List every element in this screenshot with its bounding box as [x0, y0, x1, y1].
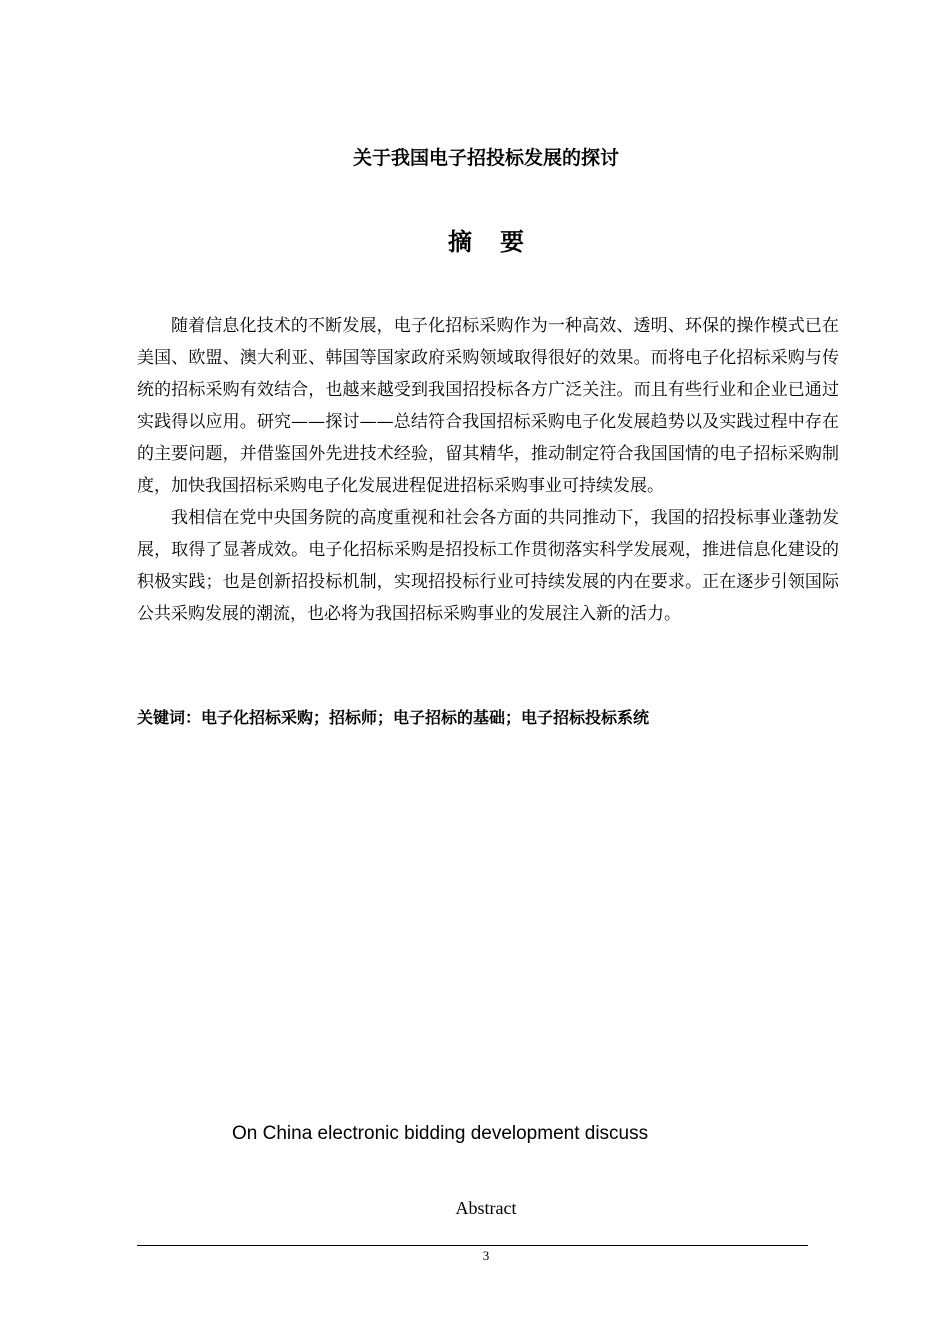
abstract-heading-en: Abstract	[455, 1198, 517, 1218]
footer-divider	[137, 1245, 808, 1246]
document-title-cn: 关于我国电子招投标发展的探讨	[352, 147, 619, 169]
page-number: 3	[482, 1248, 490, 1263]
abstract-body	[137, 310, 839, 630]
document-title-en: On China electronic bidding development discuss	[232, 1123, 649, 1144]
abstract-heading-cn: 摘要	[448, 228, 552, 256]
keywords-line: 关键词：电子化招标采购；招标师；电子招标的基础；电子招标投标系统	[137, 708, 650, 727]
abstract-paragraph-1: 随着信息化技术的不断发展，电子化招标采购作为一种高效、透明、环保的操作模式已在美国、欧盟、澳大利亚、韩国等国家政府采购领域取得很好的效果。而将电子化招标采购与传统的招标采购有效结合，也越来越受到我国招投标各方广泛关注。而且有些行业和企业已通过实践得以应用。研究——探讨——总结符合我国招标采购电子化发展趋势以及实践过程中存在的主要问题，并借鉴国外先进技术经验，留其精华，推动制定符合我国国情的电子招标采购制度，加快我国招标采购电子化发展进程促进招标采购事业可持续发展。	[137, 316, 839, 496]
abstract-paragraph-2: 我相信在党中央国务院的高度重视和社会各方面的共同推动下，我国的招投标事业蓬勃发展，取得了显著成效。电子化招标采购是招投标工作贯彻落实科学发展观，推进信息化建设的积极实践；也是创新招投标机制，实现招投标行业可持续发展的内在要求。正在逐步引领国际公共采购发展的潮流，也必将为我国招标采购事业的发展注入新的活力。	[137, 508, 839, 624]
